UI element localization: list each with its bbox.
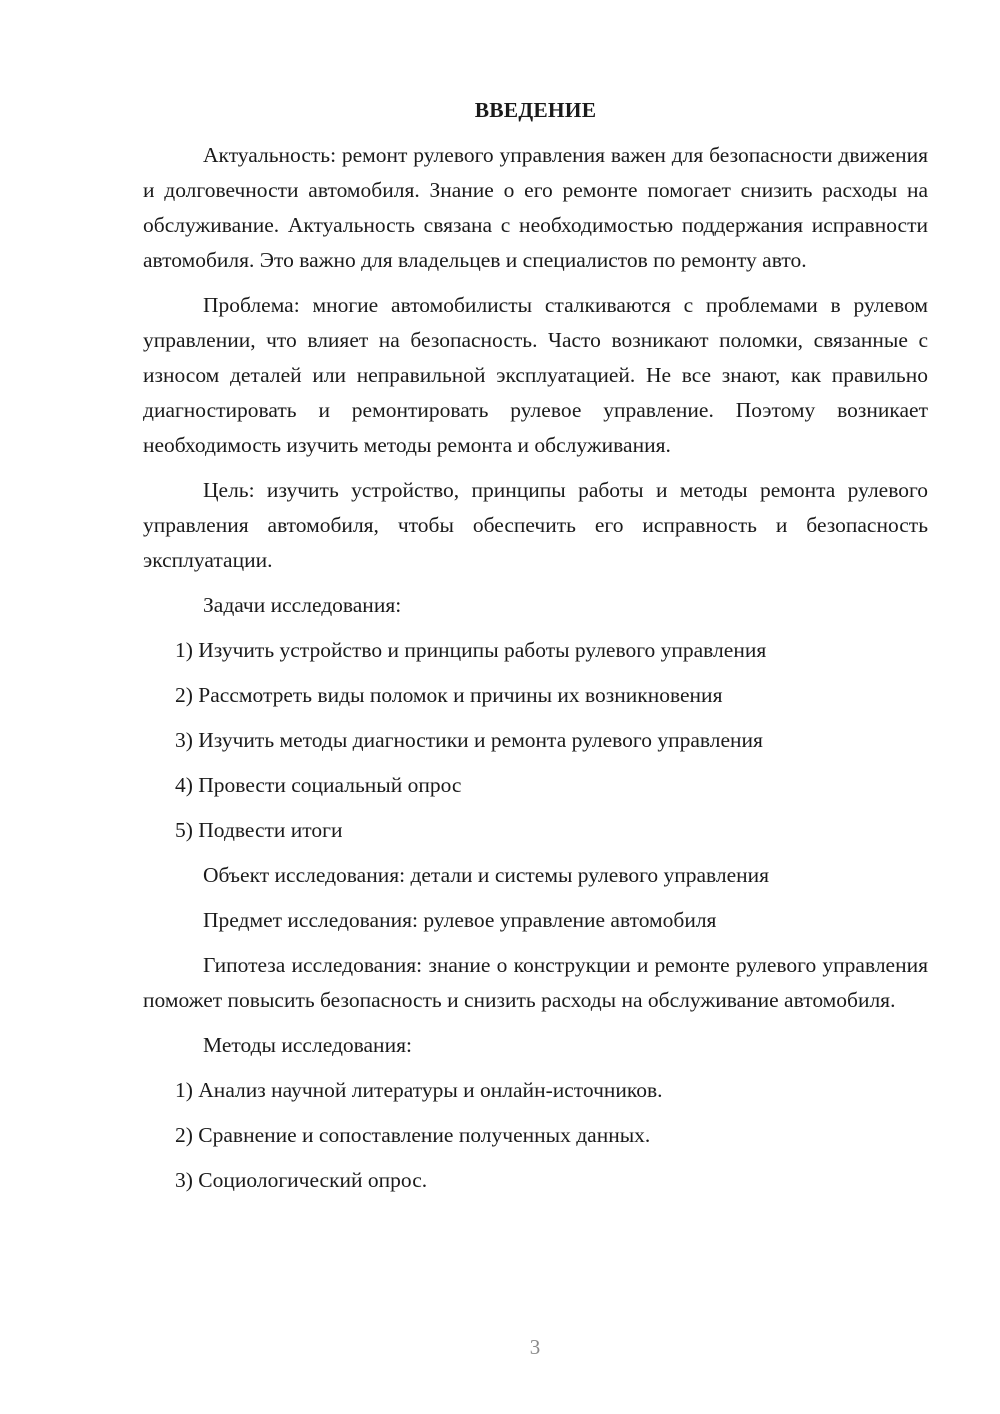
method-item: 2) Сравнение и сопоставление полученных данных. xyxy=(175,1123,651,1147)
problem-paragraph: Проблема: многие автомобилисты сталкиваются с проблемами в рулевом управлении, что влияет на безопасность. Часто возникают поломки, связанные с износом деталей или неправильной эксплуатацией. Не все знают, как правильно диагностировать и ремонтировать рулевое управление. Поэтому возникает необходимость изучить методы ремонта и обслуживания. xyxy=(143,293,928,457)
section-heading: ВВЕДЕНИЕ xyxy=(474,98,597,122)
method-item: 3) Социологический опрос. xyxy=(175,1168,428,1192)
methods-title: Методы исследования: xyxy=(203,1033,412,1057)
task-item: 5) Подвести итоги xyxy=(175,818,343,842)
tasks-list xyxy=(143,633,928,848)
task-item: 4) Провести социальный опрос xyxy=(175,773,462,797)
hypothesis-paragraph: Гипотеза исследования: знание о конструкции и ремонте рулевого управления поможет повысить безопасность и снизить расходы на обслуживание автомобиля. xyxy=(143,953,928,1012)
methods-list xyxy=(143,1073,928,1198)
page-number: 3 xyxy=(529,1335,541,1359)
task-item: 2) Рассмотреть виды поломок и причины их возникновения xyxy=(175,683,723,707)
relevance-paragraph: Актуальность: ремонт рулевого управления важен для безопасности движения и долговечности автомобиля. Знание о его ремонте помогает снизить расходы на обслуживание. Актуальность связана с необходимостью поддержания исправности автомобиля. Это важно для владельцев и специалистов по ремонту авто. xyxy=(143,143,928,272)
research-subject: Предмет исследования: рулевое управление автомобиля xyxy=(203,908,717,932)
document-body xyxy=(143,93,928,1208)
method-item: 1) Анализ научной литературы и онлайн-источников. xyxy=(175,1078,663,1102)
research-object: Объект исследования: детали и системы рулевого управления xyxy=(203,863,770,887)
tasks-title: Задачи исследования: xyxy=(203,593,402,617)
goal-paragraph: Цель: изучить устройство, принципы работы и методы ремонта рулевого управления автомобиля, чтобы обеспечить его исправность и безопасность эксплуатации. xyxy=(143,478,928,572)
task-item: 3) Изучить методы диагностики и ремонта рулевого управления xyxy=(175,728,763,752)
task-item: 1) Изучить устройство и принципы работы рулевого управления xyxy=(175,638,767,662)
